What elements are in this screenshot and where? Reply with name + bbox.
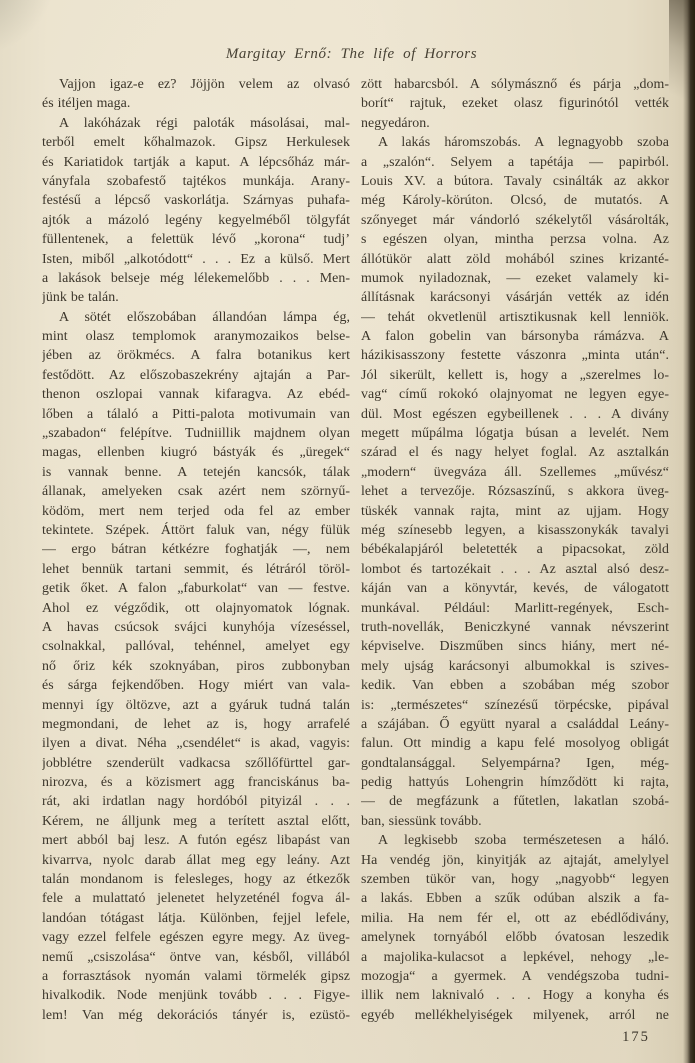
text-line: festésű a lépcső vaskorlátja. Szárnyas puhafa- (42, 193, 350, 209)
text-line: ajtók a mázoló legény kegyelméből tölgyfát (42, 212, 350, 228)
text-line: és itéljen maga. (42, 96, 131, 112)
text-line: lehet a tervezője. Rózsaszínű, s akkora üveg- (361, 484, 669, 500)
text-line: ilyen a divat. Néha „csendélet“ is akad, vagyis: (42, 736, 350, 752)
text-body (42, 75, 669, 1025)
text-line: egyéb mellékhelyiségek milyenek, arról ne (361, 1007, 669, 1023)
text-line: amelynek tornyából előbb óvatosan leszedik (361, 930, 669, 946)
text-line: tekintete. Szépek. Áttört faluk van, négy fülük (42, 522, 350, 538)
text-line: Vajjon igaz-e ez? Jöjjön velem az olvasó (59, 77, 350, 92)
text-line: munkával. Például: Marlitt-regények, Esch- (361, 600, 669, 616)
text-line: mint olasz templomok aranymozaikos belse- (42, 329, 350, 345)
text-line: a forrasztások nyomán valami törmelék gipsz (42, 968, 350, 984)
text-line: ványfala szobafestő tajtékos munkája. Arany- (42, 173, 350, 189)
text-line: a lakás. Ebben a szűk odúban alszik a fa- (361, 891, 669, 907)
text-line: tüskék vannak rajta, mint az ujjam. Hogy (361, 503, 669, 519)
text-line: a lakások belseje még lélekemelőbb . . . Men- (42, 270, 350, 286)
text-line: ban, siessünk tovább. (361, 813, 482, 829)
text-line: hivalkodik. Node menjünk tovább . . . Figye- (42, 988, 350, 1004)
text-line: lombot és tartozékait . . . Az asztal alsó desz- (361, 561, 669, 577)
text-line: lem! Van még dekorációs tányér is, ezüstö- (42, 1007, 350, 1023)
text-line: a szájában. Ő együtt nyaral a családdal Leány- (361, 716, 669, 732)
text-line: pedig hattyús Lohengrin hímződött ki rajta, (361, 775, 669, 791)
text-line: vagy ezzel felfele egészen egyre megy. Az üveg- (42, 930, 350, 946)
text-line: s egészen olyan, mintha perzsa volna. Az (361, 232, 669, 248)
text-line: és Kariatidok tartják a kaput. A lépcsőház már- (42, 154, 350, 170)
text-line: mennyi így öltözve, azt a gyáruk tudná talán (42, 697, 350, 713)
text-line: talán mondanom is felesleges, hogy az étkezők (42, 872, 350, 888)
text-line: mumok nyiladoznak, — ezeket valamely ki- (361, 270, 669, 286)
col-right (361, 75, 669, 1025)
scan-edge-shadow (683, 0, 695, 1063)
text-line: nő őriz kék szoknyában, piros zubbonyban (42, 658, 350, 674)
text-line: lőben a tálaló a Pitti-palota motivumain van (42, 406, 350, 422)
text-line: nirozva, és a közismert agg franciskánus ba- (42, 775, 350, 791)
text-line: kedik. Van ebben a szobában még szobor (361, 678, 669, 694)
text-line: szőnyeget már vándorló székelytől vásárolták, (361, 212, 669, 228)
text-line: lehet bennük tartani semmit, és létráról töröl- (42, 561, 350, 577)
text-line: terből emelt kőhalmazok. Gipsz Herkulesek (42, 135, 350, 151)
text-line: A lakóházak régi paloták másolásai, mal- (59, 115, 350, 131)
text-line: szárad el és nagy helyet foglal. Az asztalkán (361, 445, 669, 461)
running-header: Margitay Ernő: The life of Horrors (225, 46, 478, 62)
text-line: is vannak benne. A tetején kancsók, tálak (42, 464, 350, 480)
text-line: getik őket. A falon „faburkolat“ van — festve. (42, 581, 350, 597)
text-line: a majolika-kulacsot a lepkével, nehogy „le- (361, 949, 669, 965)
text-line: Isten, miből „alkotódott“ . . . Ez a külső. Mert (42, 251, 350, 267)
text-line: mert abból baj lesz. A futón egész libapást van (42, 833, 350, 849)
text-line: vag“ című rokokó olajnyomat ne legyen egye- (361, 387, 669, 403)
text-line: állótükör alatt zöld mohából szines krizanté- (361, 251, 669, 267)
text-line: A legkisebb szoba természetesen a háló. (378, 833, 669, 849)
text-line: truth-novellák, Beniczkyné vannak névszerint (361, 619, 669, 635)
text-line: mely ujság karácsonyi albumokkal is szives- (361, 658, 669, 674)
text-line: fele a mulattató jelenetet helyzeténél fogva ál- (42, 891, 350, 907)
text-line: ködöm, mert nem terjed oda fel az ember (42, 503, 350, 519)
text-line: nemű „csiszolása“ öntve van, késből, villából (42, 949, 350, 965)
text-line: megett műpálma lógatja búsan a levelét. Nem (361, 426, 669, 442)
page-number: 175 (622, 1029, 650, 1045)
text-line: mozogja“ a gyermek. A vendégszoba tudni- (361, 968, 669, 984)
text-line: dül. Most egészen egybeillenek . . . A divány (361, 406, 669, 422)
text-line: A havas csúcsok svájci kunyhója vízeséssel, (42, 619, 350, 635)
text-line: gondtalansággal. Selyempárna? Igen, még- (361, 755, 669, 771)
text-line: megmondani, de lehet az is, hogy arrafelé (42, 716, 350, 732)
text-line: „modern“ üvegváza áll. Szellemes „művész“ (361, 464, 669, 480)
text-line: jében az örökmécs. A falra botanikus kert (42, 348, 350, 364)
text-line: landóan tótágast látja. Különben, fejjel lefele, (42, 910, 350, 926)
text-line: is: „természetes“ színezésű törpécske, pipával (361, 697, 669, 713)
text-line: állításnak karácsonyi vásárján vették az idén (361, 290, 669, 306)
text-line: Ahol ez végződik, ott olajnyomatok lógnak. (42, 600, 350, 616)
text-line: milia. Ha nem fér el, ott az ebédlődivány, (361, 910, 669, 926)
text-line: rát, aki irdatlan nagy hordóból pityizál . . . (42, 794, 350, 810)
text-line: bébékalapjáról beletették a pipacsokat, zöld (361, 542, 669, 558)
text-line: Louis XV. a bútora. Tavaly csinálták az akkor (361, 173, 669, 189)
text-line: festődött. Az előszobaszekrény ajtaján a Par- (42, 367, 350, 383)
text-line: zött habarcsból. A sólymásznő és párja „dom- (361, 77, 669, 92)
text-line: Ha vendég jön, kinyitják az ajtaját, amelylyel (361, 852, 669, 868)
text-line: Kérem, ne álljunk meg a terített asztal előtt, (42, 813, 350, 829)
text-line: káján van a könyvtár, kevés, de válogatott (361, 581, 669, 597)
text-line: a „szalón“. Selyem a tapétája — papirból. (361, 154, 669, 170)
text-line: állanak, amelyeken csak azért nem szörnyű- (42, 484, 350, 500)
text-line: magas, ellenben kiugró bástyák és „üregek“ (42, 445, 350, 461)
text-line: kivarrva, nyolc darab állat meg egy leány. Azt (42, 852, 350, 868)
text-line: thenon oszlopai vannak kifaragva. Az ebéd- (42, 387, 350, 403)
text-line: falun. Ott mindig a kapu felé mosolyog obligát (361, 736, 669, 752)
text-line: — de megfázunk a fűtetlen, lakatlan szobá- (361, 794, 669, 810)
text-line: még színesebb legyen, a kisasszonykák tavalyi (361, 522, 669, 538)
text-line: jünk be talán. (42, 290, 119, 306)
text-line: A falon gobelin van bársonyba rámázva. A (361, 329, 669, 345)
text-line: és sárga fejkendőben. Hogy miért van vala- (42, 678, 350, 694)
text-line: — tehát okvetlenül artisztikusnak kell lenniök. (361, 309, 669, 325)
text-line: házikisasszony festette vászonra „minta után“. (361, 348, 669, 364)
text-line: képviselve. Diszműben sincs hiány, mert né- (361, 639, 669, 655)
text-line: „szabadon“ felépítve. Tudniillik majdnem olyan (42, 426, 350, 442)
text-line: — ergo bátran kétkézre foghatják —, nem (42, 542, 350, 558)
text-line: szemben tükör van, hogy „nagyobb“ legyen (361, 872, 669, 888)
text-line: jobblétre szenderült vadkacsa szőllőfürttel gar- (42, 755, 350, 771)
text-line: A sötét előszobában állandóan lámpa ég, (59, 309, 350, 325)
text-line: csolnakkal, pallóval, tehénnel, amelyet egy (42, 639, 350, 655)
text-line: még Károly-körúton. Olcsó, de mutatós. A (361, 193, 669, 209)
col-left (42, 75, 350, 1025)
text-line: illik nem laknivaló . . . Hogy a konyha és (361, 988, 669, 1004)
text-line: negyedáron. (361, 115, 430, 131)
text-line: füllentenek, a felettük lévő „korona“ tudj’ (42, 232, 350, 248)
text-line: Jól sikerült, kellett is, hogy a „szerelmes lo- (361, 367, 669, 383)
text-line: A lakás háromszobás. A legnagyobb szoba (378, 135, 669, 151)
text-line: borít“ rajtuk, ezeket olasz figurinótól vették (361, 96, 669, 112)
